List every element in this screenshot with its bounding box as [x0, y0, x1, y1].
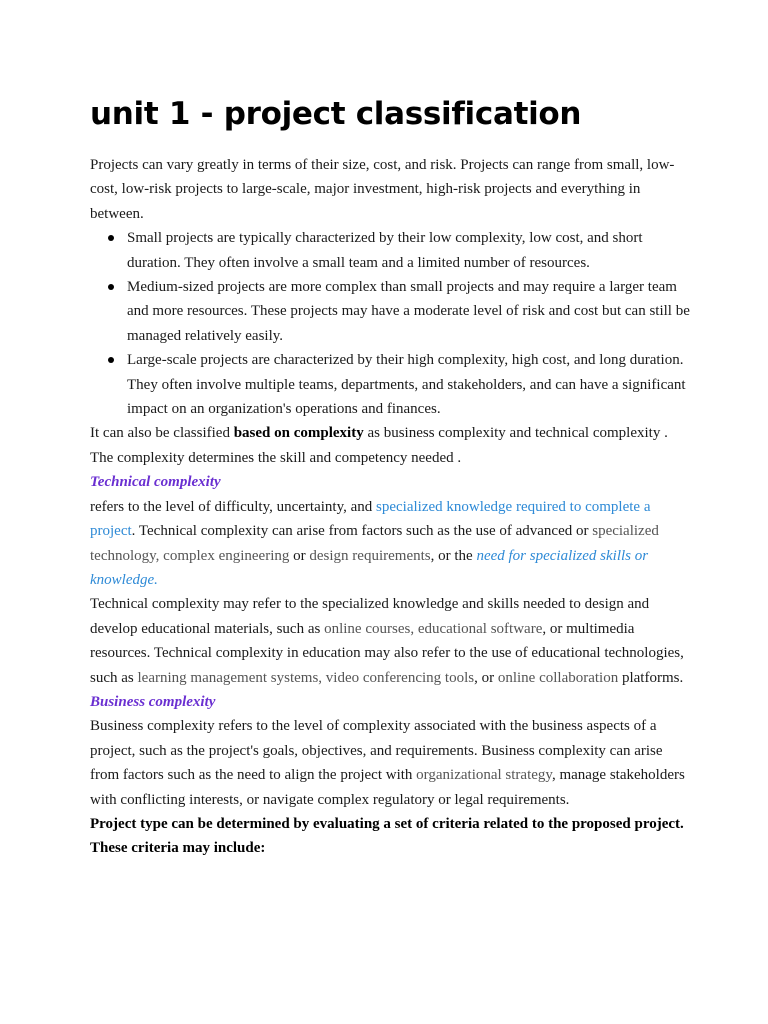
- business-complexity-heading: Business complexity: [90, 693, 216, 710]
- online-collaboration-term: online collaboration: [497, 669, 619, 686]
- classification-paragraph: [90, 421, 690, 470]
- specialized-knowledge-link[interactable]: specialized knowledge required to complete a project: [90, 498, 651, 540]
- online-courses-term: online courses, educational software: [324, 620, 543, 637]
- technical-paragraph-1: [90, 495, 690, 593]
- intro-paragraph: Projects can vary greatly in terms of their size, cost, and risk. Projects can range from small, low-cost, low-risk projects to large-scale, major investment, high-risk projects and everything in between.: [90, 157, 675, 222]
- design-requirements-term: design requirements: [309, 547, 431, 564]
- list-item: Small projects are typically characterized by their low complexity, low cost, and short duration. They often involve a small team and a limited number of resources.: [127, 226, 690, 275]
- text-span: , or the: [430, 547, 477, 564]
- lms-term: learning management systems, video conferencing tools: [137, 669, 475, 686]
- organizational-strategy-term: organizational strategy: [416, 767, 552, 784]
- specialized-technology-term: specialized technology, complex engineering: [90, 523, 659, 564]
- text-span: Technical complexity may refer to the specialized knowledge and skills needed to design and develop educational materials, such as: [90, 596, 650, 637]
- text-span: Business complexity refers to the level of complexity associated with the business aspects of a project, such as the project's goals, objectives, and requirements. Business complexity can arise from factors such as the need to align the project with: [90, 718, 663, 784]
- technical-complexity-heading: Technical complexity: [90, 474, 221, 491]
- text-span: , or multimedia resources. Technical complexity in education may also refer to the use of educational technologies, such as: [90, 620, 684, 686]
- text-span: . Technical complexity can arise from factors such as the use of advanced or: [131, 523, 593, 540]
- technical-paragraph-2: [90, 592, 690, 690]
- list-item: Medium-sized projects are more complex than small projects and may require a larger team and more resources. These projects may have a moderate level of risk and cost but can still be managed relatively easily.: [127, 275, 690, 348]
- classified-bold: based on complexity: [233, 425, 364, 442]
- document-body: [90, 153, 690, 861]
- criteria-paragraph: Project type can be determined by evaluating a set of criteria related to the proposed project. These criteria may include:: [90, 815, 684, 857]
- list-item: Large-scale projects are characterized by their high complexity, high cost, and long duration. They often involve multiple teams, departments, and stakeholders, and can have a significant impact on an organization's operations and finances.: [127, 348, 690, 421]
- text-span: , manage stakeholders with conflicting interests, or navigate complex regulatory or legal requirements.: [90, 767, 685, 808]
- classified-post: as business complexity and technical complexity . The complexity determines the skill and competency needed .: [90, 425, 668, 466]
- business-paragraph: [90, 714, 690, 812]
- text-span: or: [289, 547, 310, 564]
- project-size-list: [90, 226, 690, 421]
- page-title: unit 1 - project classification: [90, 96, 582, 132]
- text-span: , or: [474, 669, 498, 686]
- classified-pre: It can also be classified: [90, 425, 234, 442]
- specialized-skills-link[interactable]: need for specialized skills or knowledge.: [90, 547, 649, 588]
- text-span: refers to the level of difficulty, uncertainty, and: [90, 498, 377, 515]
- text-span: platforms.: [618, 669, 684, 686]
